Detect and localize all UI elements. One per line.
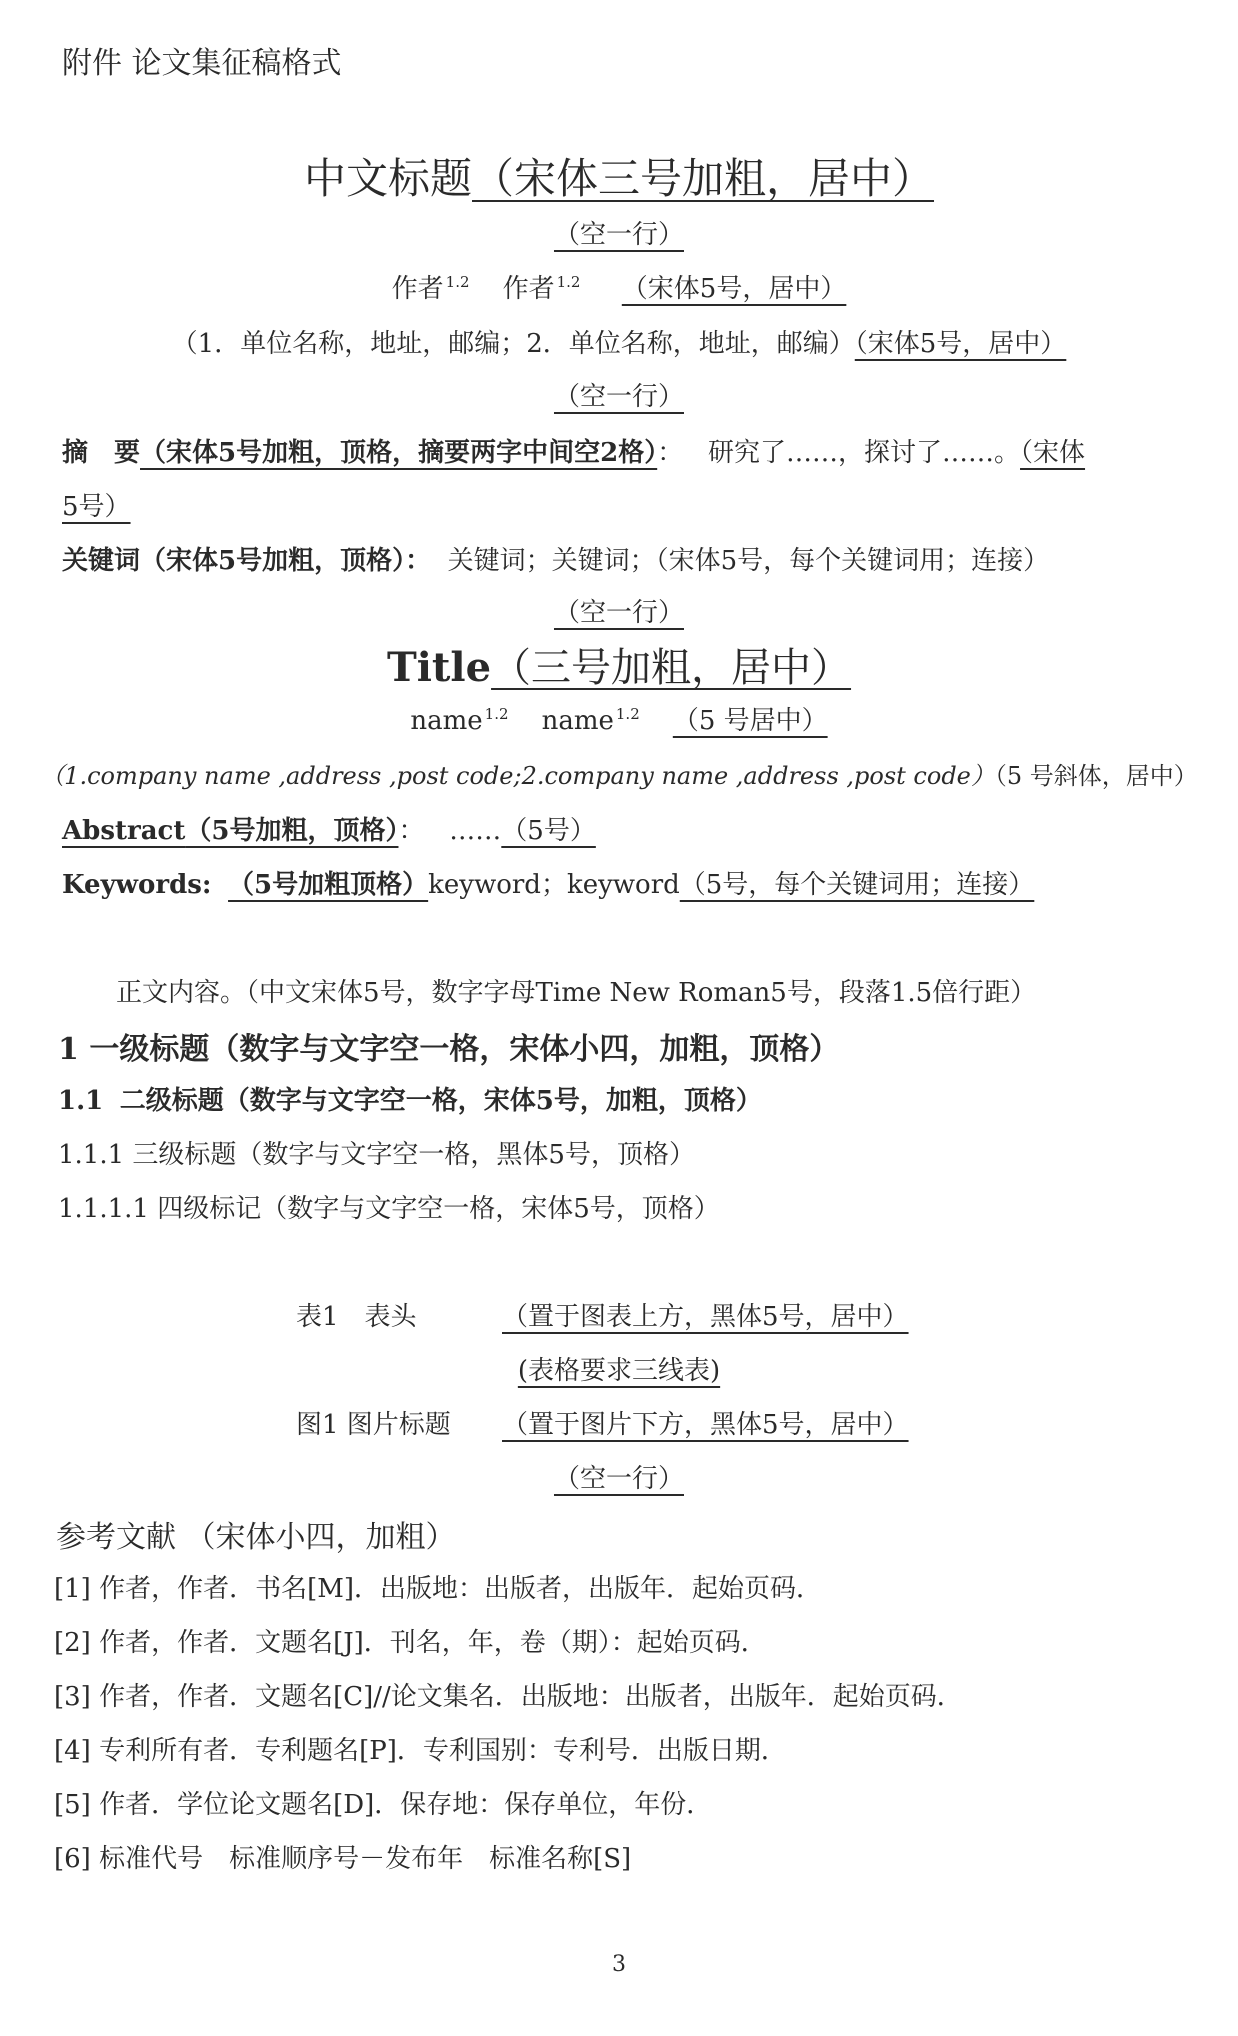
attachment-header: 附件 论文集征稿格式 — [62, 46, 342, 81]
keywords-cn-content: 关键词；关键词；（宋体5号，每个关键词用；连接） — [447, 546, 1050, 576]
affiliation-en-text: （1.company name ,address ,post code;2.company name ,address ,post code） — [40, 762, 995, 790]
affiliation-en-note: （5 号斜体，居中） — [994, 762, 1198, 790]
abstract-cn-note-1: （宋体 — [1020, 438, 1086, 468]
heading-level-1: 1 一级标题（数字与文字空一格，宋体小四，加粗，顶格） — [58, 1032, 840, 1067]
blank-line-label: （空一行） — [553, 382, 684, 412]
figure-caption-note: （置于图片下方，黑体5号，居中） — [502, 1410, 909, 1440]
reference-item: [1] 作者，作者．书名[M]．出版地：出版者，出版年．起始页码． — [54, 1574, 823, 1604]
abstract-cn — [62, 432, 1085, 469]
keywords-en-label: Keywords: — [62, 870, 212, 900]
reference-item: [3] 作者，作者．文题名[C]//论文集名．出版地：出版者，出版年．起始页码． — [54, 1682, 963, 1712]
keywords-en-content: keyword；keyword — [428, 870, 680, 900]
blank-line-marker — [0, 214, 1238, 251]
reference-item: [5] 作者．学位论文题名[D]．保存地：保存单位，年份． — [54, 1790, 713, 1820]
blank-line-marker — [0, 592, 1238, 629]
blank-line-label: （空一行） — [553, 220, 684, 250]
abstract-en-content: …… — [449, 816, 502, 846]
body-text: 正文内容。（中文宋体5号，数字字母Time New Roman5号，段落1.5倍行距） — [116, 978, 1037, 1008]
blank-line-label: （空一行） — [553, 598, 684, 628]
table-caption-label: 表1 表头 — [296, 1302, 417, 1332]
reference-item: [2] 作者，作者．文题名[J]．刊名，年，卷（期）：起始页码． — [54, 1628, 767, 1658]
abstract-cn-content: 研究了……，探讨了……。 — [708, 438, 1021, 468]
cn-title-main: 中文标题 — [303, 154, 472, 203]
en-title-note: （三号加粗，居中） — [491, 645, 852, 691]
keywords-en — [62, 864, 1034, 901]
author-cn-2: 作者 — [502, 274, 555, 304]
author-en-2: name — [541, 706, 614, 736]
page-number: 3 — [612, 1952, 626, 1977]
affiliation-en — [0, 756, 1238, 791]
keywords-en-note: （5号，每个关键词用；连接） — [679, 870, 1035, 900]
abstract-en-note: （5号） — [501, 816, 596, 846]
author-cn-2-sup: 1.2 — [556, 273, 581, 292]
keywords-cn — [62, 540, 1049, 577]
abstract-cn-colon: ： — [657, 438, 684, 468]
affiliation-cn-text: （1．单位名称，地址，邮编；2．单位名称，地址，邮编） — [171, 329, 855, 359]
abstract-cn-label: 摘 要 — [62, 438, 141, 468]
cn-title-note: （宋体三号加粗，居中） — [472, 154, 935, 203]
abstract-en-label-note: （5号加粗，顶格） — [185, 816, 399, 846]
en-title-main: Title — [386, 644, 492, 691]
reference-item: [4] 专利所有者．专利题名[P]．专利国别：专利号．出版日期． — [54, 1736, 787, 1766]
references-heading: 参考文献 （宋体小四，加粗） — [56, 1520, 456, 1555]
figure-caption-label: 图1 图片标题 — [296, 1410, 451, 1440]
heading-level-2-text: 二级标题（数字与文字空一格，宋体5号，加粗，顶格） — [119, 1086, 762, 1116]
abstract-en-colon: ： — [398, 816, 425, 846]
reference-item: [6] 标准代号 标准顺序号－发布年 标准名称[S] — [54, 1844, 632, 1874]
author-en-1: name — [410, 706, 483, 736]
abstract-cn-continued — [62, 486, 131, 523]
keywords-cn-label: 关键词（宋体5号加粗，顶格）： — [62, 546, 432, 576]
abstract-en — [62, 810, 596, 847]
authors-cn-note: （宋体5号，居中） — [621, 274, 847, 304]
author-cn-1: 作者 — [391, 274, 444, 304]
abstract-en-label: Abstract — [62, 816, 186, 846]
en-title — [0, 636, 1238, 693]
cn-title — [0, 146, 1238, 206]
authors-en — [0, 700, 1238, 737]
heading-level-2 — [58, 1080, 762, 1117]
heading-level-4: 1.1.1.1 四级标记（数字与文字空一格，宋体5号，顶格） — [58, 1194, 720, 1224]
table-three-line-note — [0, 1350, 1238, 1387]
affiliation-cn-note: （宋体5号，居中） — [854, 329, 1067, 359]
keywords-en-label-note: （5号加粗顶格） — [228, 870, 429, 900]
abstract-cn-label-note: （宋体5号加粗，顶格，摘要两字中间空2格） — [140, 438, 658, 468]
author-en-2-sup: 1.2 — [615, 705, 640, 724]
authors-cn — [0, 268, 1238, 305]
blank-line-marker — [0, 376, 1238, 413]
heading-level-2-number: 1.1 — [58, 1086, 104, 1116]
author-cn-1-sup: 1.2 — [445, 273, 470, 292]
table-caption-note: （置于图表上方，黑体5号，居中） — [502, 1302, 909, 1332]
author-en-1-sup: 1.2 — [484, 705, 509, 724]
heading-level-3: 1.1.1 三级标题（数字与文字空一格，黑体5号，顶格） — [58, 1140, 695, 1170]
authors-en-note: （5 号居中） — [672, 706, 828, 736]
affiliation-cn — [0, 323, 1238, 360]
blank-line-label: （空一行） — [553, 1464, 684, 1494]
table-three-line-label: (表格要求三线表) — [517, 1356, 721, 1386]
abstract-cn-note-2: 5号） — [62, 492, 131, 522]
blank-line-marker — [0, 1458, 1238, 1495]
